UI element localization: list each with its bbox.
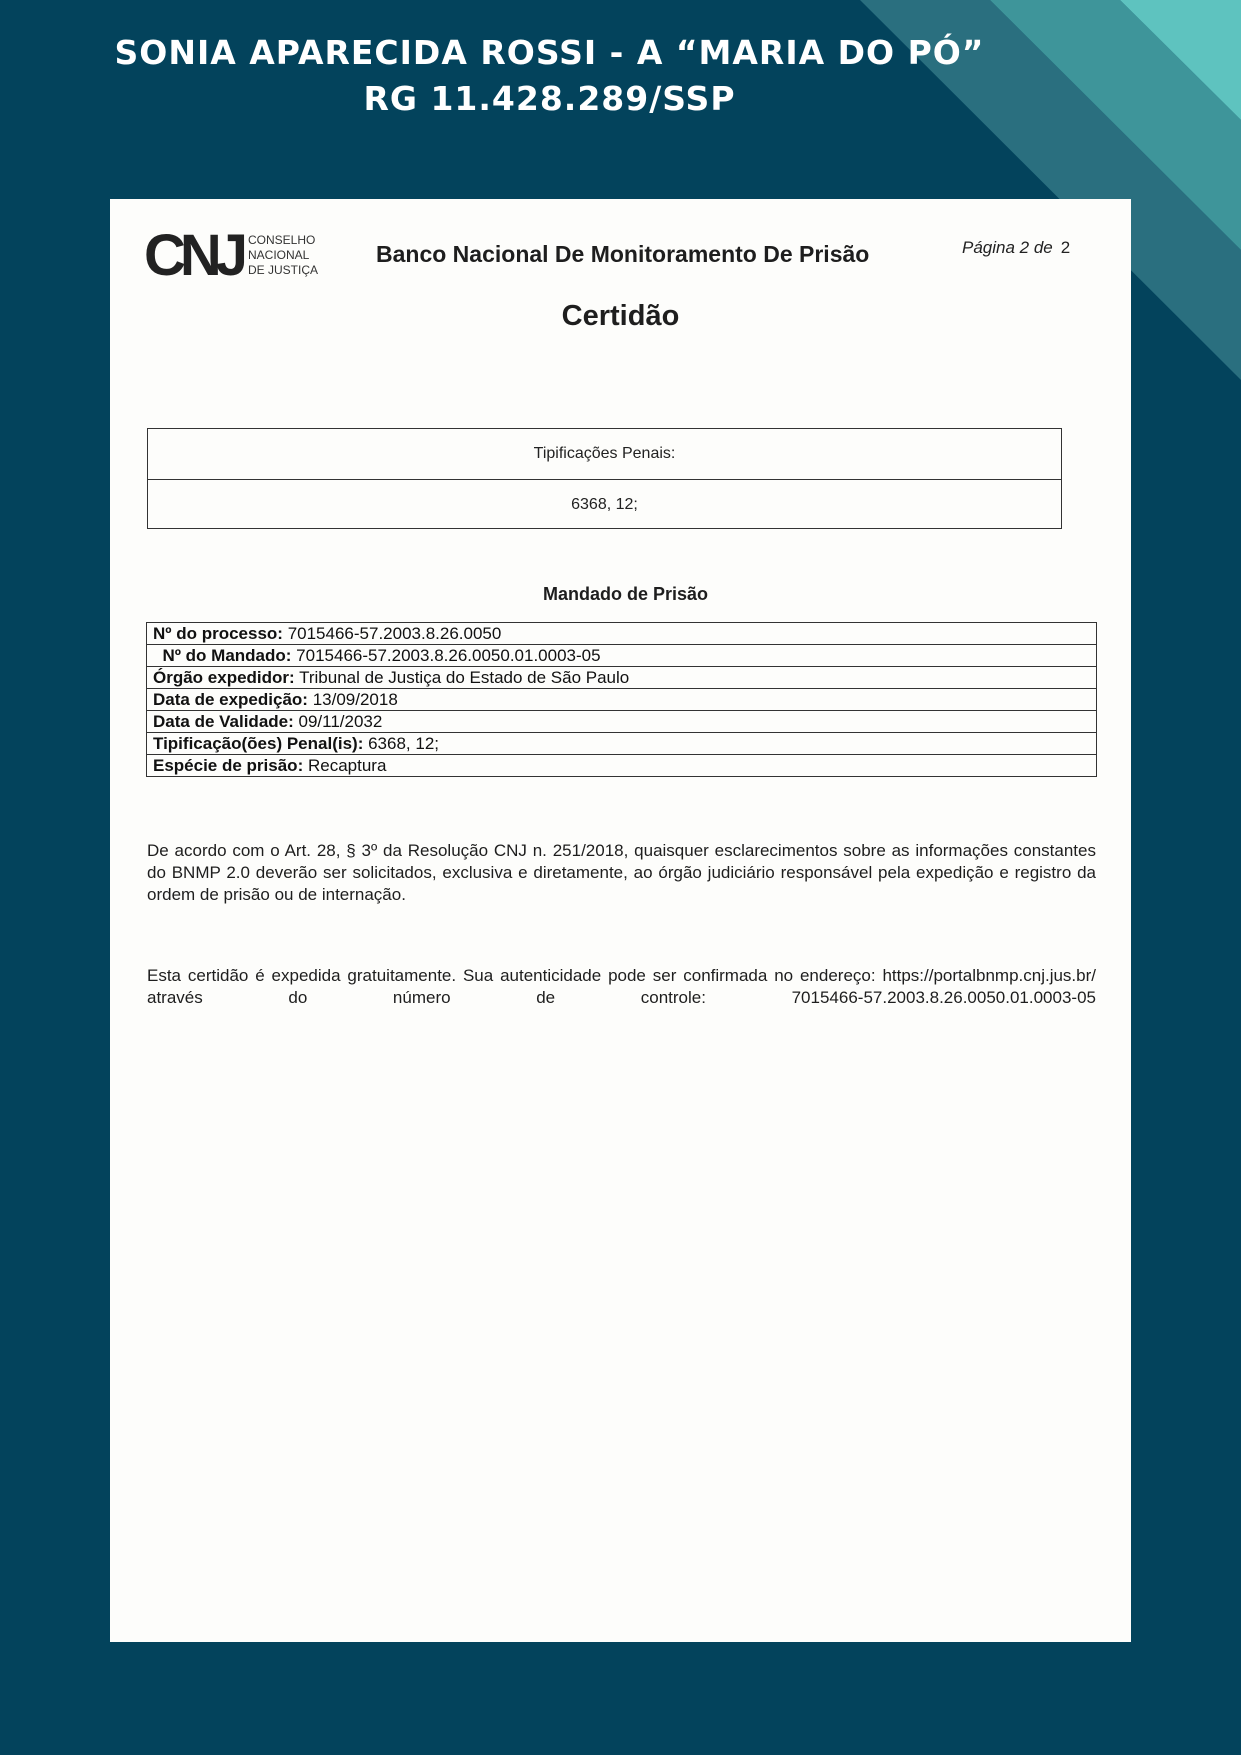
tipificacoes-header: Tipificações Penais:: [533, 445, 676, 462]
page-number: Página 2 de 2: [962, 238, 1071, 257]
cnj-logo-text: CONSELHO NACIONAL DE JUSTIÇA: [248, 233, 319, 277]
table-row: Tipificação(ões) Penal(is): 6368, 12;: [147, 733, 1097, 755]
mandado-title: Mandado de Prisão: [542, 584, 709, 604]
table-row: Nº do Mandado: 7015466-57.2003.8.26.0050.01.0003-05: [147, 645, 1097, 667]
authenticity-paragraph: Esta certidão é expedida gratuitamente. Sua autenticidade pode ser confirmada no endereço: https://portalbnmp.cnj.jus.br/ através do número de controle: 7015466-57.2003.8.26.0050.01.0003-05: [147, 966, 1096, 1007]
cnj-logo: [144, 223, 324, 288]
tipificacoes-value: 6368, 12;: [148, 479, 1061, 530]
mandado-table: [146, 622, 1097, 777]
header-name: SONIA APARECIDA ROSSI - A “MARIA DO PÓ”: [114, 33, 985, 72]
table-row: Espécie de prisão: Recaptura: [147, 755, 1097, 777]
page-header: [0, 30, 1241, 122]
tipificacoes-box: [147, 428, 1062, 529]
resolution-paragraph: De acordo com o Art. 28, § 3º da Resolução CNJ n. 251/2018, quaisquer esclarecimentos sobre as informações constantes do BNMP 2.0 deverão ser solicitados, exclusiva e diretamente, ao órgão judiciário responsável pela expedição e registro da ordem de prisão ou de internação.: [147, 841, 1096, 904]
table-row: Órgão expedidor: Tribunal de Justiça do Estado de São Paulo: [147, 667, 1097, 689]
system-title: Banco Nacional De Monitoramento De Prisão: [376, 241, 870, 267]
table-row: Nº do processo: 7015466-57.2003.8.26.0050: [147, 623, 1097, 645]
header-rg: RG 11.428.289/SSP: [363, 79, 736, 118]
table-row: Data de Validade: 09/11/2032: [147, 711, 1097, 733]
certificate-page: [110, 199, 1131, 1642]
table-row: Data de expedição: 13/09/2018: [147, 689, 1097, 711]
document-title: Certidão: [561, 300, 680, 332]
cnj-logo-mark: CNJ: [144, 223, 243, 288]
